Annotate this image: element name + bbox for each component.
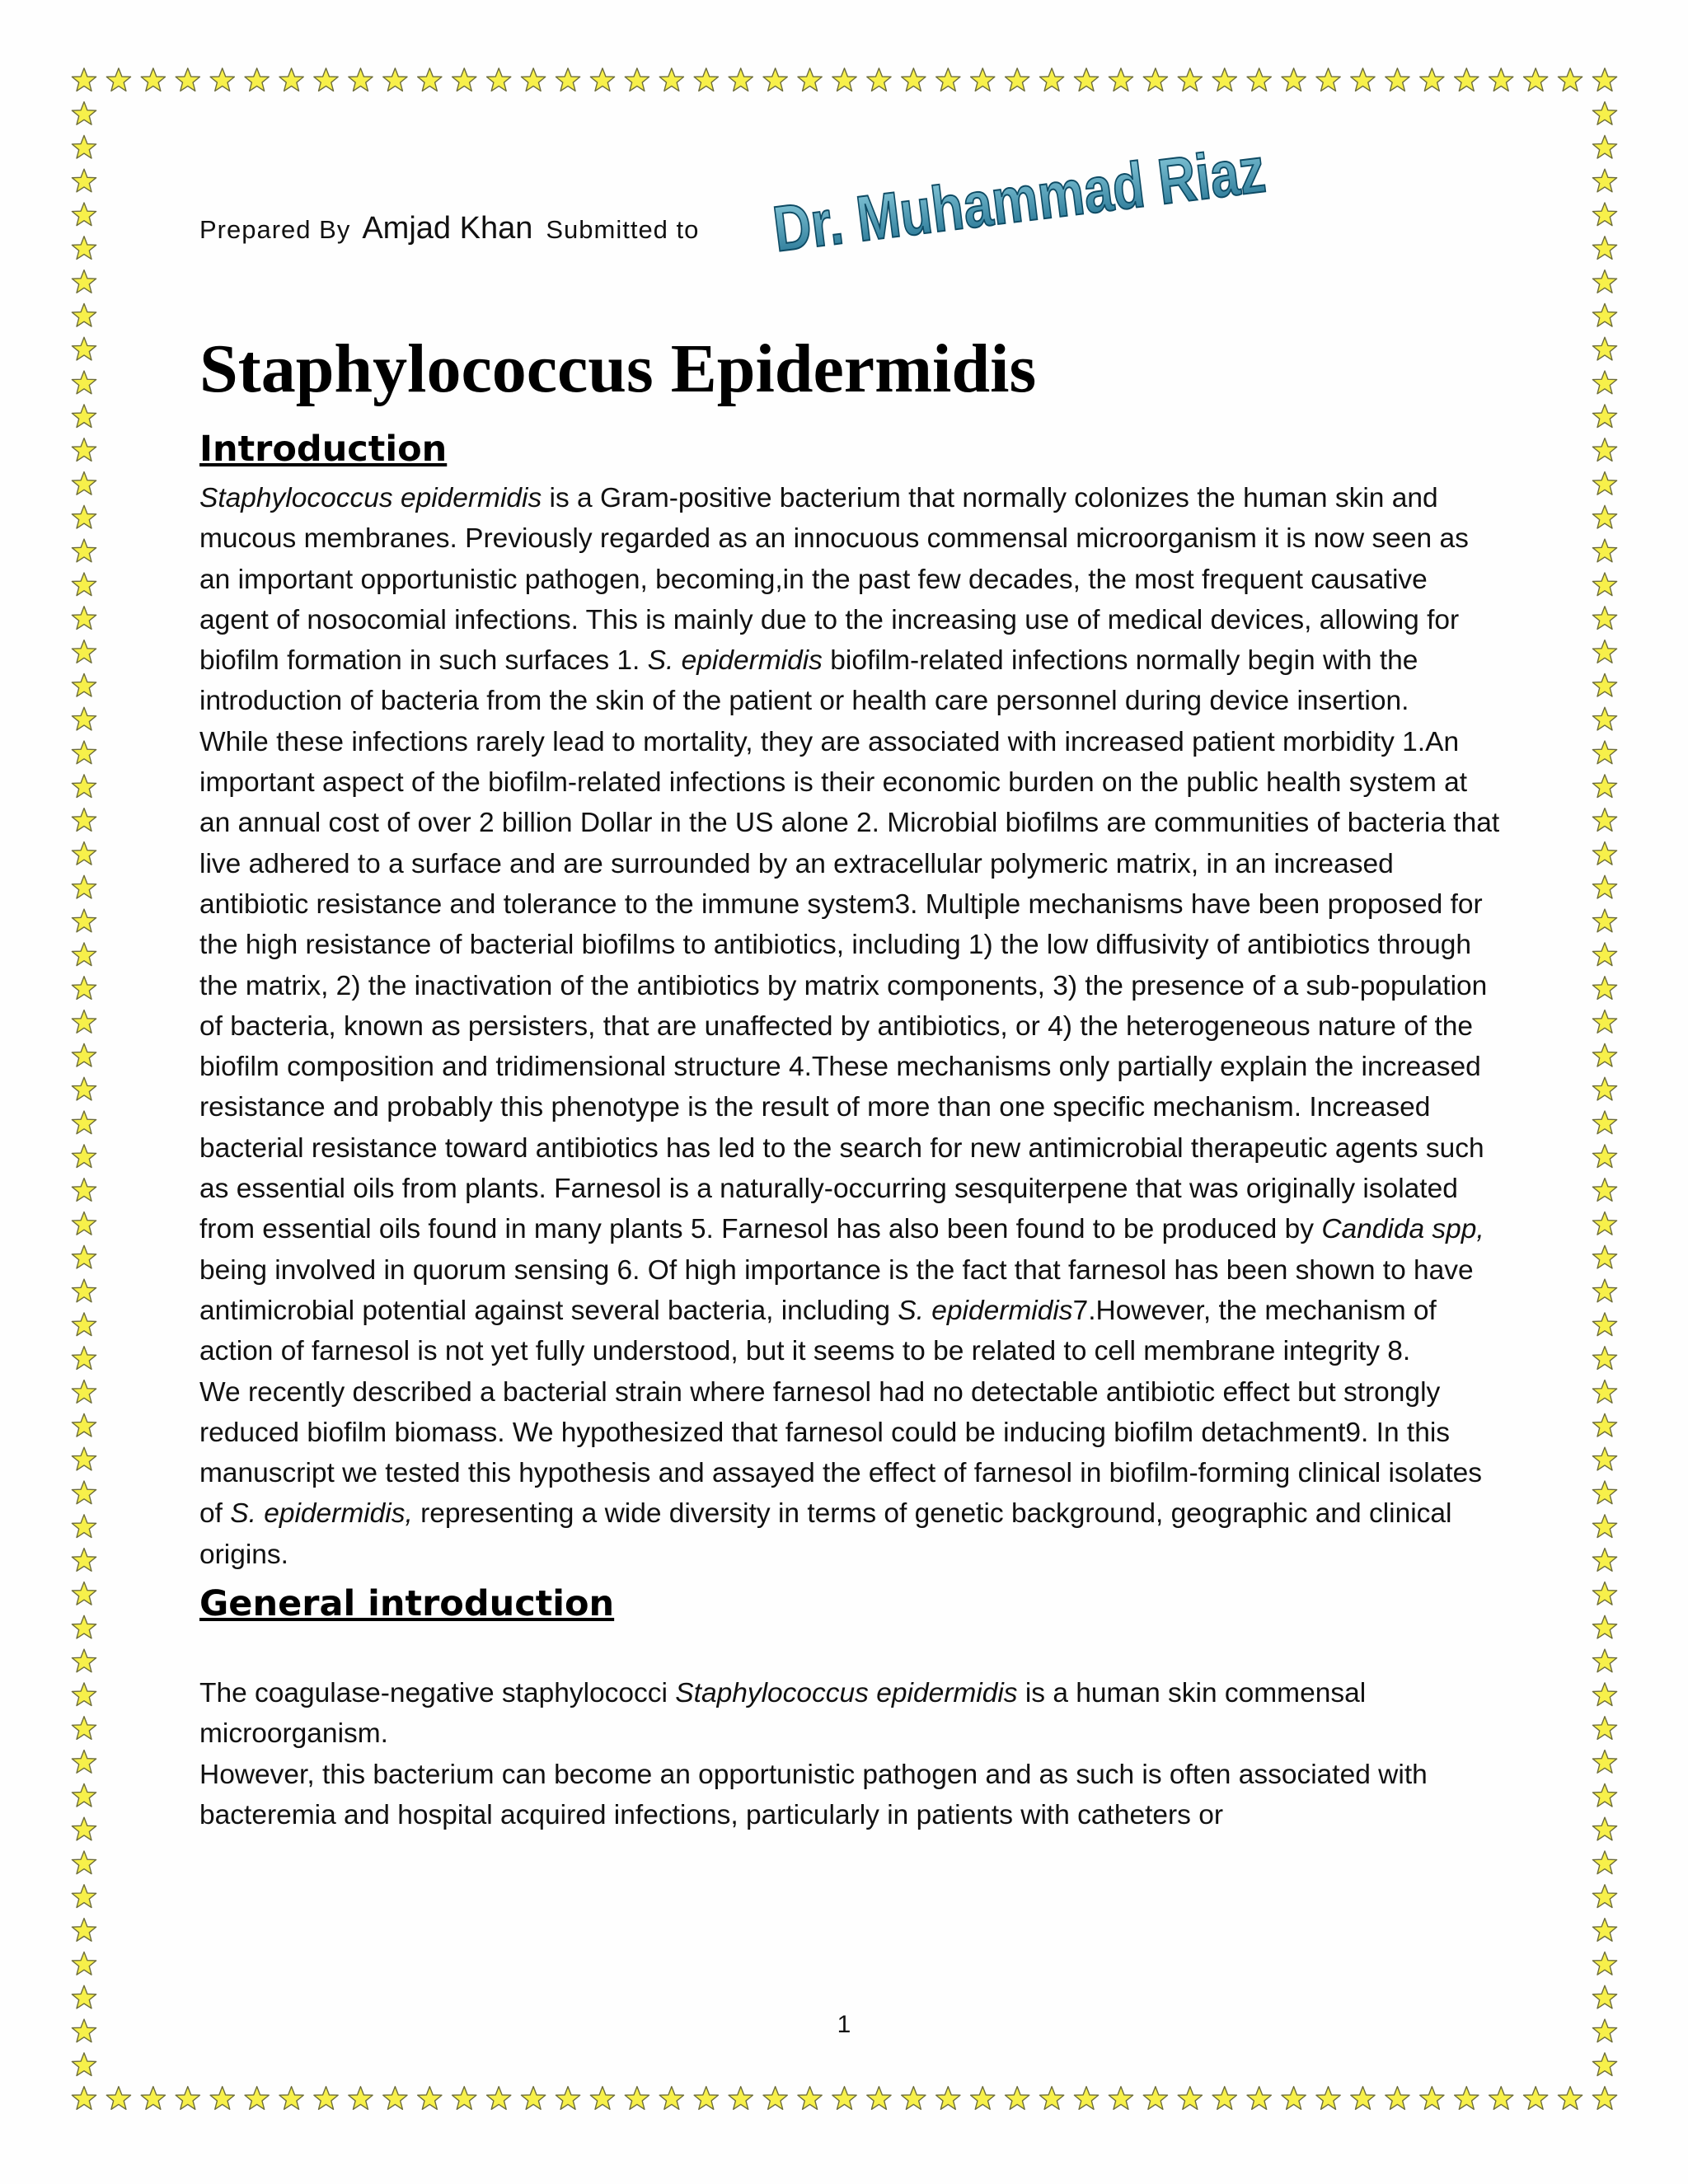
border-star-icon [418, 2087, 442, 2110]
species-name-short: S. epidermidis [898, 1295, 1073, 1326]
border-star-icon [1592, 169, 1616, 192]
border-star-icon [72, 1750, 96, 1774]
border-star-icon [590, 2087, 614, 2110]
border-star-icon [1592, 1413, 1616, 1436]
border-star-icon [72, 505, 96, 528]
border-star-icon [1592, 1985, 1616, 2008]
general-introduction-heading: General introduction [199, 1583, 615, 1625]
border-star-icon [72, 337, 96, 360]
paragraph-text: biofilm-related infections normally begin with the introduction of bacteria from the skin of the patient or health care personnel during device insertion. [199, 645, 1418, 717]
border-star-icon [1420, 68, 1444, 91]
border-star-icon [72, 1245, 96, 1268]
border-star-icon [971, 2087, 995, 2110]
border-star-icon [72, 1043, 96, 1066]
border-star-icon [72, 1919, 96, 1942]
border-star-icon [72, 135, 96, 158]
border-star-icon [72, 1783, 96, 1807]
border-star-icon [1143, 2087, 1167, 2110]
border-star-icon [72, 841, 96, 865]
author-name: Amjad Khan [362, 211, 533, 246]
border-star-icon [279, 2087, 303, 2110]
border-star-icon [72, 1985, 96, 2008]
border-star-icon [72, 875, 96, 898]
border-star-icon [1592, 1077, 1616, 1100]
border-star-icon [1592, 808, 1616, 832]
border-star-icon [245, 2087, 269, 2110]
border-star-icon [72, 1481, 96, 1504]
paragraph-text: is a human skin commensal microorganism. [199, 1678, 1367, 1750]
border-star-icon [1489, 68, 1513, 91]
border-star-icon [1592, 977, 1616, 1000]
border-star-icon [867, 2087, 891, 2110]
border-star-icon [72, 169, 96, 192]
border-star-icon [1592, 1649, 1616, 1672]
species-name: Staphylococcus epidermidis [675, 1678, 1018, 1709]
border-star-icon [1592, 102, 1616, 125]
border-star-icon [1316, 68, 1340, 91]
border-star-icon [72, 2087, 96, 2110]
border-star-icon [1178, 68, 1202, 91]
species-name: Staphylococcus epidermidis [199, 483, 542, 513]
border-star-icon [1592, 1515, 1616, 1538]
border-star-icon [72, 1010, 96, 1033]
border-star-icon [72, 1582, 96, 1605]
border-star-icon [72, 977, 96, 1000]
border-star-icon [72, 438, 96, 462]
border-star-icon [72, 1413, 96, 1436]
border-star-icon [590, 68, 614, 91]
document-title: Staphylococcus Epidermidis [199, 330, 1037, 407]
introduction-paragraph-2 [199, 722, 1502, 1372]
species-name-short: S. epidermidis, [230, 1498, 413, 1530]
paragraph-text: representing a wide diversity in terms of genetic background, geographic and clinical origins. [199, 1498, 1452, 1570]
border-star-icon [176, 68, 199, 91]
border-star-icon [141, 68, 165, 91]
border-star-icon [1592, 1145, 1616, 1168]
border-star-icon [1592, 673, 1616, 696]
border-star-icon [1592, 1347, 1616, 1370]
border-star-icon [106, 68, 130, 91]
border-star-icon [1212, 2087, 1236, 2110]
border-star-icon [383, 68, 407, 91]
border-star-icon [902, 2087, 926, 2110]
border-star-icon [1592, 472, 1616, 495]
border-star-icon [487, 68, 511, 91]
border-star-icon [798, 2087, 822, 2110]
border-star-icon [832, 68, 856, 91]
border-star-icon [1592, 1313, 1616, 1336]
border-star-icon [971, 68, 995, 91]
border-star-icon [1592, 1783, 1616, 1807]
border-star-icon [72, 371, 96, 394]
border-star-icon [1592, 2087, 1616, 2110]
border-star-icon [729, 2087, 753, 2110]
border-star-icon [798, 68, 822, 91]
border-star-icon [1316, 2087, 1340, 2110]
border-star-icon [1592, 909, 1616, 932]
introduction-paragraph-3 [199, 1372, 1502, 1575]
border-star-icon [72, 1111, 96, 1134]
border-star-icon [1558, 68, 1582, 91]
submitted-to-label: Submitted to [546, 215, 700, 244]
header-line [199, 211, 699, 260]
border-star-icon [694, 2087, 718, 2110]
border-star-icon [72, 1212, 96, 1235]
border-star-icon [279, 68, 303, 91]
border-star-icon [1455, 2087, 1479, 2110]
border-star-icon [72, 607, 96, 630]
border-star-icon [1592, 1952, 1616, 1975]
candida-name: Candida spp, [1321, 1214, 1484, 1245]
border-star-icon [349, 68, 373, 91]
border-star-icon [72, 102, 96, 125]
border-star-icon [1247, 68, 1271, 91]
border-star-icon [1351, 2087, 1375, 2110]
border-star-icon [1592, 640, 1616, 663]
border-star-icon [1489, 2087, 1513, 2110]
border-star-icon [659, 68, 683, 91]
border-star-icon [72, 1447, 96, 1470]
border-star-icon [1006, 2087, 1029, 2110]
paragraph-spacer [199, 1633, 1502, 1673]
prepared-by-label: Prepared By [199, 215, 351, 244]
border-star-icon [349, 2087, 373, 2110]
border-star-icon [1524, 68, 1548, 91]
paragraph-text: While these infections rarely lead to mortality, they are associated with increased patient morbidity 1.An important aspect of the biofilm-related infections is their economic burden on the public health system at an annual cost of over 2 billion Dollar in the US alone 2. Microbial biofilms are communities of bacteria that live adhered to a surface and are surrounded by an extracellular polymeric matrix, in an increased antibiotic resistance and tolerance to the immune system3. Multiple mechanisms have been proposed for the high resistance of bacterial biofilms to antibiotics, including 1) the low diffusivity of antibiotics through the matrix, 2) the inactivation of the antibiotics by matrix components, 3) the presence of a sub-population of bacteria, known as persisters, that are unaffected by antibiotics, or 4) the heterogeneous nature of the biofilm composition and tridimensional structure 4.These mechanisms only partially explain the increased resistance and probably this phenotype is the result of more than one specific mechanism. Increased bacterial resistance toward antibiotics has led to the search for new antimicrobial therapeutic agents such as essential oils from plants. Farnesol is a naturally-occurring sesquiterpene that was originally isolated from essential oils found in many plants 5. Farnesol has also been found to be produced by [199, 726, 1500, 1245]
border-star-icon [314, 68, 338, 91]
introduction-paragraph-1 [199, 478, 1502, 722]
border-star-icon [1592, 1380, 1616, 1404]
border-star-icon [659, 2087, 683, 2110]
border-star-icon [556, 68, 579, 91]
border-star-icon [1592, 505, 1616, 528]
border-star-icon [72, 1549, 96, 1572]
border-star-icon [1109, 2087, 1132, 2110]
border-star-icon [1592, 1549, 1616, 1572]
border-star-icon [72, 539, 96, 562]
border-star-icon [1592, 1919, 1616, 1942]
border-star-icon [1282, 68, 1306, 91]
border-star-icon [1592, 841, 1616, 865]
border-star-icon [210, 68, 234, 91]
border-star-icon [1592, 1615, 1616, 1638]
border-star-icon [1039, 68, 1063, 91]
border-star-icon [72, 640, 96, 663]
border-star-icon [1592, 1111, 1616, 1134]
border-star-icon [1178, 2087, 1202, 2110]
border-star-icon [72, 707, 96, 730]
border-star-icon [1592, 1582, 1616, 1605]
border-star-icon [1592, 303, 1616, 326]
border-star-icon [1592, 135, 1616, 158]
border-star-icon [72, 1649, 96, 1672]
border-star-icon [72, 1347, 96, 1370]
border-star-icon [72, 1851, 96, 1874]
border-star-icon [72, 1952, 96, 1975]
border-star-icon [72, 1145, 96, 1168]
border-star-icon [1247, 2087, 1271, 2110]
border-star-icon [1558, 2087, 1582, 2110]
general-introduction-paragraph-1 [199, 1673, 1502, 1755]
paragraph-text: 7.However, the mechanism of action of farnesol is not yet fully understood, but it seems to be related to cell membrane integrity 8. [199, 1295, 1437, 1367]
border-star-icon [1592, 237, 1616, 260]
border-star-icon [1592, 203, 1616, 226]
border-star-icon [1386, 68, 1409, 91]
border-star-icon [72, 1279, 96, 1302]
border-star-icon [1006, 68, 1029, 91]
border-star-icon [72, 1077, 96, 1100]
border-star-icon [1592, 1043, 1616, 1066]
border-star-icon [832, 2087, 856, 2110]
border-star-icon [729, 68, 753, 91]
border-star-icon [245, 68, 269, 91]
recipient-logo [762, 99, 1385, 265]
recipient-logo-text: Dr. Muhammad Riaz [769, 119, 1385, 265]
border-star-icon [487, 2087, 511, 2110]
border-star-icon [1592, 1683, 1616, 1706]
border-star-icon [1592, 775, 1616, 798]
border-star-icon [72, 1615, 96, 1638]
border-star-icon [1592, 405, 1616, 428]
border-star-icon [72, 943, 96, 966]
border-star-icon [1212, 68, 1236, 91]
border-star-icon [418, 68, 442, 91]
border-star-icon [1109, 68, 1132, 91]
border-star-icon [1592, 1817, 1616, 1840]
border-star-icon [72, 909, 96, 932]
border-star-icon [1592, 741, 1616, 764]
border-star-icon [902, 68, 926, 91]
border-star-icon [210, 2087, 234, 2110]
border-star-icon [1592, 1010, 1616, 1033]
border-star-icon [72, 1885, 96, 1908]
border-star-icon [72, 808, 96, 832]
introduction-heading: Introduction [199, 429, 448, 470]
border-star-icon [763, 68, 787, 91]
border-star-icon [1592, 2053, 1616, 2076]
border-star-icon [1282, 2087, 1306, 2110]
border-star-icon [1592, 707, 1616, 730]
border-star-icon [1420, 2087, 1444, 2110]
border-star-icon [72, 405, 96, 428]
border-star-icon [1074, 2087, 1098, 2110]
border-star-icon [72, 1179, 96, 1202]
border-star-icon [521, 2087, 545, 2110]
border-star-icon [521, 68, 545, 91]
border-star-icon [1592, 438, 1616, 462]
border-star-icon [72, 237, 96, 260]
general-introduction-paragraph-2: However, this bacterium can become an opportunistic pathogen and as such is often associated with bacteremia and hospital acquired infections, particularly in patients with catheters or [199, 1759, 1428, 1830]
border-star-icon [452, 2087, 476, 2110]
page-number: 1 [837, 2011, 851, 2038]
border-star-icon [72, 203, 96, 226]
border-star-icon [1592, 1481, 1616, 1504]
border-star-icon [452, 68, 476, 91]
border-star-icon [1592, 573, 1616, 596]
border-star-icon [1592, 1851, 1616, 1874]
border-star-icon [1592, 1750, 1616, 1774]
paragraph-text: We recently described a bacterial strain where farnesol had no detectable antibiotic effect but strongly reduced biofilm biomass. We hypothesized that farnesol could be inducing biofilm detachment9. In this manuscript we tested this hypothesis and assayed the effect of farnesol in biofilm-forming clinical isolates of [199, 1376, 1483, 1530]
border-star-icon [72, 303, 96, 326]
border-star-icon [1592, 1717, 1616, 1740]
border-star-icon [1592, 1245, 1616, 1268]
border-star-icon [1039, 2087, 1063, 2110]
border-star-icon [383, 2087, 407, 2110]
border-star-icon [1592, 337, 1616, 360]
border-star-icon [694, 68, 718, 91]
document-body [199, 420, 1502, 1835]
border-star-icon [72, 1717, 96, 1740]
border-star-icon [1455, 68, 1479, 91]
border-star-icon [625, 68, 649, 91]
border-star-icon [1074, 68, 1098, 91]
border-star-icon [1592, 539, 1616, 562]
border-star-icon [1592, 371, 1616, 394]
border-star-icon [763, 2087, 787, 2110]
border-star-icon [72, 2053, 96, 2076]
border-star-icon [1592, 1447, 1616, 1470]
border-star-icon [1351, 68, 1375, 91]
border-star-icon [106, 2087, 130, 2110]
border-star-icon [141, 2087, 165, 2110]
border-star-icon [72, 573, 96, 596]
border-star-icon [72, 472, 96, 495]
border-star-icon [936, 2087, 960, 2110]
border-star-icon [1386, 2087, 1409, 2110]
border-star-icon [1592, 270, 1616, 293]
border-star-icon [1592, 875, 1616, 898]
border-star-icon [72, 741, 96, 764]
border-star-icon [176, 2087, 199, 2110]
border-star-icon [72, 673, 96, 696]
border-star-icon [625, 2087, 649, 2110]
species-name-short: S. epidermidis [647, 645, 823, 677]
border-star-icon [1592, 1179, 1616, 1202]
paragraph-text: being involved in quorum sensing 6. Of high importance is the fact that farnesol has been shown to have antimicrobial potential against several bacteria, including [199, 1254, 1474, 1326]
border-star-icon [1592, 607, 1616, 630]
border-star-icon [72, 775, 96, 798]
border-star-icon [314, 2087, 338, 2110]
border-star-icon [1592, 1885, 1616, 1908]
border-star-icon [72, 1817, 96, 1840]
border-star-icon [72, 1683, 96, 1706]
border-star-icon [72, 270, 96, 293]
border-star-icon [72, 1380, 96, 1404]
border-star-icon [1143, 68, 1167, 91]
border-star-icon [867, 68, 891, 91]
border-star-icon [1592, 943, 1616, 966]
border-star-icon [72, 68, 96, 91]
border-star-icon [1524, 2087, 1548, 2110]
paragraph-text: The coagulase-negative staphylococci [199, 1678, 676, 1709]
border-star-icon [1592, 1212, 1616, 1235]
border-star-icon [1592, 68, 1616, 91]
border-star-icon [72, 1313, 96, 1336]
border-star-icon [936, 68, 960, 91]
border-star-icon [1592, 1279, 1616, 1302]
border-star-icon [556, 2087, 579, 2110]
paragraph-text: is a Gram-positive bacterium that normally colonizes the human skin and mucous membranes. Previously regarded as an innocuous commensal microorganism it is now seen as an important opportunistic pathogen, becoming,in the past few decades, the most frequent causative agent of nosocomial infections. This is mainly due to the increasing use of medical devices, allowing for biofilm formation in such surfaces 1. [199, 483, 1469, 677]
border-star-icon [72, 1515, 96, 1538]
